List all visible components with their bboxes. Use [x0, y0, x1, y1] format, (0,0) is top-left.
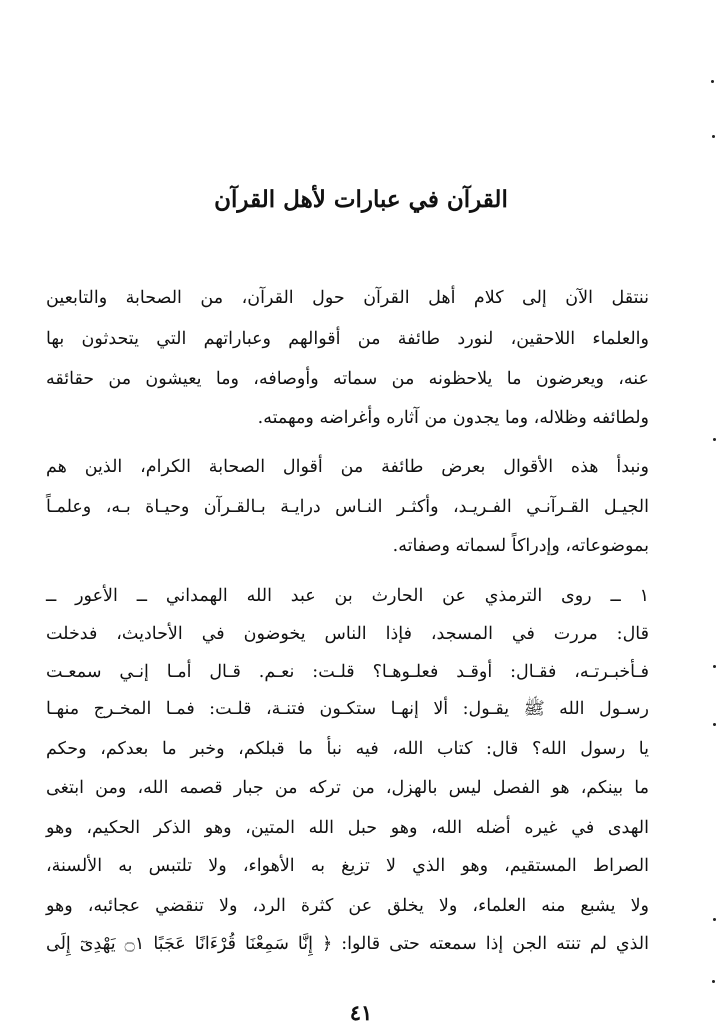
paragraph-line: ونبدأ هذه الأقوال بعرض طائفة من أقوال الصحابة الكرام، الذين هم	[46, 457, 649, 477]
paragraph-line: والعلماء اللاحقين، لنورد طائفة من أقوالهم وعباراتهم التي يتحدثون بها	[46, 329, 649, 349]
paragraph-line: الصراط المستقيم، وهو الذي لا تزيغ به الأهواء، ولا تلتبس به الألسنة،	[46, 856, 649, 876]
paragraph-line: ١ ــ روى الترمذي عن الحارث بن عبد الله الهمداني ــ الأعور ــ	[46, 586, 649, 606]
margin-mark	[712, 980, 715, 983]
paragraph-line: بموضوعاته، وإدراكاً لسماته وصفاته.	[392, 536, 649, 556]
paragraph-line: ولطائفه وظلاله، وما يجدون من آثاره وأغراضه ومهمته.	[257, 408, 649, 428]
margin-mark	[713, 723, 716, 726]
paragraph-line: ولا يشبع منه العلماء، ولا يخلق عن كثرة الرد، ولا تنقضي عجائبه، وهو	[46, 896, 649, 916]
paragraph-line: يا رسول الله؟ قال: كتاب الله، فيه نبأ ما قبلكم، وخبر ما بعدكم، وحكم	[46, 739, 649, 759]
paragraph-line: ما بينكم، هو الفصل ليس بالهزل، من تركه من جبار قصمه الله، ومن ابتغى	[46, 778, 649, 798]
paragraph-line: الهدى في غيره أضله الله، وهو حبل الله المتين، وهو الذكر الحكيم، وهو	[46, 818, 649, 838]
paragraph-line: قال: مررت في المسجد، فإذا الناس يخوضون في الأحاديث، فدخلت	[46, 624, 649, 644]
margin-mark	[712, 135, 715, 138]
paragraph-line: فـأخبـرتـه، فقـال: أوقـد فعلـوهـا؟ قلـت: نعـم. قـال أمـا إنـي سمعـت	[46, 662, 649, 682]
margin-mark	[711, 80, 714, 83]
section-title: القرآن في عبارات لأهل القرآن	[214, 186, 508, 213]
paragraph-line: الذي لم تنته الجن إذا سمعته حتى قالوا: ﴿ إِنَّا سَمِعْنَا قُرْءَانًا عَجَبًا ۝١ يَهْدِىٓ إِلَى	[46, 934, 650, 954]
page-number: ٤١	[349, 1000, 373, 1025]
margin-mark	[713, 665, 716, 668]
paragraph-line: ننتقل الآن إلى كلام أهل القرآن حول القرآن، من الصحابة والتابعين	[46, 288, 649, 308]
paragraph-line: عنه، ويعرضون ما يلاحظونه من سماته وأوصافه، وما يعيشون من حقائقه	[46, 369, 649, 389]
margin-mark	[713, 918, 716, 921]
paragraph-line: رسـول الله ﷺ يقـول: ألا إنهـا ستكـون فتنـة، قلـت: فمـا المخـرج منهـا	[46, 699, 649, 719]
margin-mark	[713, 438, 716, 441]
paragraph-line: الجيـل القـرآنـي الفـريـد، وأكثـر النـاس درايـة بـالقـرآن وحيـاة بـه، وعلمـاً	[46, 497, 649, 517]
